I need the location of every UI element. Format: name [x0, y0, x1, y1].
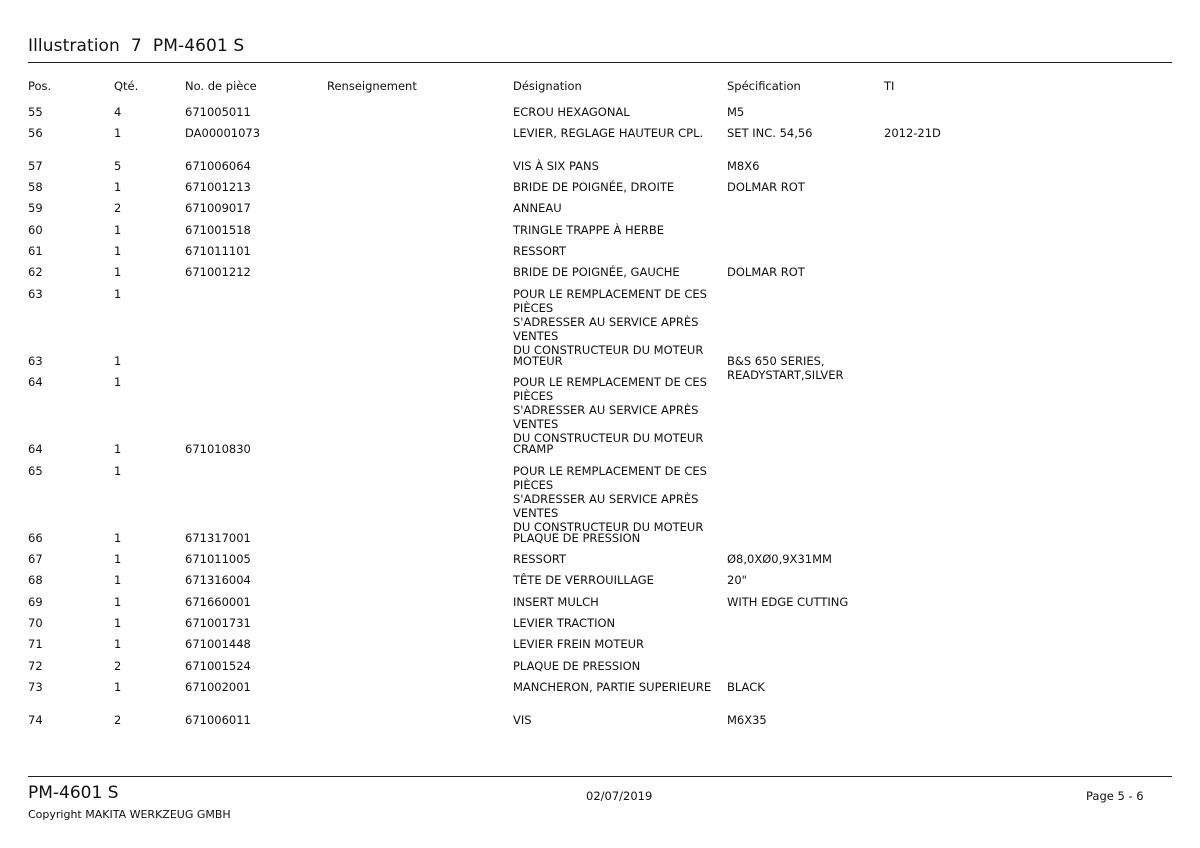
cell-designation: PLAQUE DE PRESSION: [513, 531, 641, 545]
footer-page-number: Page 5 - 6: [1086, 789, 1144, 803]
cell-qty: 2: [114, 201, 122, 215]
cell-pos: 60: [28, 223, 43, 237]
cell-pos: 70: [28, 616, 43, 630]
cell-qty: 1: [114, 680, 122, 694]
cell-part-number: 671317001: [185, 531, 251, 545]
cell-designation: INSERT MULCH: [513, 595, 599, 609]
footer-copyright: Copyright MAKITA WERKZEUG GMBH: [28, 808, 231, 821]
cell-designation: TRINGLE TRAPPE À HERBE: [513, 223, 665, 237]
cell-qty: 1: [114, 531, 122, 545]
cell-part-number: 671001524: [185, 659, 251, 673]
cell-part-number: 671001731: [185, 616, 251, 630]
cell-specification: M8X6: [727, 159, 760, 173]
cell-pos: 59: [28, 201, 43, 215]
cell-part-number: 671006011: [185, 713, 251, 727]
cell-pos: 74: [28, 713, 43, 727]
cell-designation: CRAMP: [513, 442, 554, 456]
cell-specification: BLACK: [727, 680, 765, 694]
column-header-pos: Pos.: [28, 79, 52, 93]
cell-qty: 1: [114, 223, 122, 237]
cell-designation: POUR LE REMPLACEMENT DE CES PIÈCES S'ADRESSER AU SERVICE APRÈS VENTES DU CONSTRUCTEUR DU MOTEUR: [513, 464, 707, 534]
column-header-qty: Qté.: [114, 79, 139, 93]
cell-designation: RESSORT: [513, 552, 567, 566]
cell-part-number: 671001212: [185, 265, 251, 279]
column-header-info: Renseignement: [327, 79, 417, 93]
cell-qty: 5: [114, 159, 122, 173]
cell-designation: BRIDE DE POIGNÉE, GAUCHE: [513, 265, 680, 279]
cell-specification: DOLMAR ROT: [727, 265, 805, 279]
column-header-specification: Spécification: [727, 79, 801, 93]
cell-pos: 63: [28, 354, 43, 368]
cell-part-number: 671316004: [185, 573, 251, 587]
cell-qty: 1: [114, 354, 122, 368]
cell-part-number: 671660001: [185, 595, 251, 609]
cell-specification: M5: [727, 105, 745, 119]
cell-designation: RESSORT: [513, 244, 567, 258]
cell-part-number: 671011101: [185, 244, 251, 258]
footer-divider: [28, 776, 1172, 777]
cell-part-number: DA00001073: [185, 126, 261, 140]
cell-part-number: 671001448: [185, 637, 251, 651]
cell-specification: SET INC. 54,56: [727, 126, 813, 140]
cell-designation: TÊTE DE VERROUILLAGE: [513, 573, 654, 587]
cell-part-number: 671006064: [185, 159, 251, 173]
cell-qty: 1: [114, 637, 122, 651]
cell-part-number: 671001213: [185, 180, 251, 194]
cell-qty: 1: [114, 595, 122, 609]
cell-pos: 55: [28, 105, 43, 119]
cell-qty: 1: [114, 180, 122, 194]
cell-pos: 64: [28, 375, 43, 389]
footer-model: PM-4601 S: [28, 783, 119, 803]
cell-designation: ECROU HEXAGONAL: [513, 105, 630, 119]
cell-pos: 63: [28, 287, 43, 301]
cell-qty: 4: [114, 105, 122, 119]
cell-pos: 62: [28, 265, 43, 279]
cell-pos: 69: [28, 595, 43, 609]
cell-pos: 72: [28, 659, 43, 673]
cell-pos: 68: [28, 573, 43, 587]
cell-specification: DOLMAR ROT: [727, 180, 805, 194]
column-header-part-number: No. de pièce: [185, 79, 257, 93]
cell-designation: LEVIER TRACTION: [513, 616, 616, 630]
cell-qty: 1: [114, 442, 122, 456]
cell-qty: 1: [114, 573, 122, 587]
footer-date: 02/07/2019: [586, 789, 653, 803]
cell-pos: 66: [28, 531, 43, 545]
cell-qty: 1: [114, 287, 122, 301]
cell-designation: MOTEUR: [513, 354, 563, 368]
cell-specification: WITH EDGE CUTTING: [727, 595, 849, 609]
cell-ti: 2012-21D: [884, 126, 941, 140]
cell-pos: 64: [28, 442, 43, 456]
cell-qty: 2: [114, 659, 122, 673]
cell-pos: 61: [28, 244, 43, 258]
cell-part-number: 671009017: [185, 201, 251, 215]
cell-designation: POUR LE REMPLACEMENT DE CES PIÈCES S'ADRESSER AU SERVICE APRÈS VENTES DU CONSTRUCTEUR DU MOTEUR: [513, 375, 707, 445]
cell-qty: 1: [114, 265, 122, 279]
cell-qty: 1: [114, 375, 122, 389]
cell-designation: MANCHERON, PARTIE SUPERIEURE: [513, 680, 712, 694]
cell-qty: 1: [114, 464, 122, 478]
column-header-designation: Désignation: [513, 79, 582, 93]
cell-part-number: 671005011: [185, 105, 251, 119]
cell-pos: 58: [28, 180, 43, 194]
cell-pos: 65: [28, 464, 43, 478]
page-title: Illustration 7 PM-4601 S: [28, 36, 245, 56]
cell-specification: B&S 650 SERIES, READYSTART,SILVER: [727, 354, 844, 382]
cell-pos: 57: [28, 159, 43, 173]
cell-qty: 1: [114, 552, 122, 566]
cell-specification: M6X35: [727, 713, 767, 727]
cell-designation: POUR LE REMPLACEMENT DE CES PIÈCES S'ADRESSER AU SERVICE APRÈS VENTES DU CONSTRUCTEUR DU MOTEUR: [513, 287, 707, 357]
cell-designation: VIS À SIX PANS: [513, 159, 599, 173]
cell-specification: 20": [727, 573, 747, 587]
cell-qty: 2: [114, 713, 122, 727]
cell-designation: LEVIER FREIN MOTEUR: [513, 637, 645, 651]
cell-designation: VIS: [513, 713, 532, 727]
cell-part-number: 671001518: [185, 223, 251, 237]
cell-part-number: 671010830: [185, 442, 251, 456]
cell-qty: 1: [114, 616, 122, 630]
column-header-ti: TI: [884, 79, 895, 93]
cell-pos: 71: [28, 637, 43, 651]
cell-designation: LEVIER, REGLAGE HAUTEUR CPL.: [513, 126, 704, 140]
cell-qty: 1: [114, 126, 122, 140]
cell-qty: 1: [114, 244, 122, 258]
cell-pos: 73: [28, 680, 43, 694]
cell-specification: Ø8,0XØ0,9X31MM: [727, 552, 832, 566]
cell-part-number: 671011005: [185, 552, 251, 566]
cell-part-number: 671002001: [185, 680, 251, 694]
cell-designation: PLAQUE DE PRESSION: [513, 659, 641, 673]
cell-designation: ANNEAU: [513, 201, 562, 215]
cell-pos: 56: [28, 126, 43, 140]
cell-designation: BRIDE DE POIGNÉE, DROITE: [513, 180, 675, 194]
cell-pos: 67: [28, 552, 43, 566]
